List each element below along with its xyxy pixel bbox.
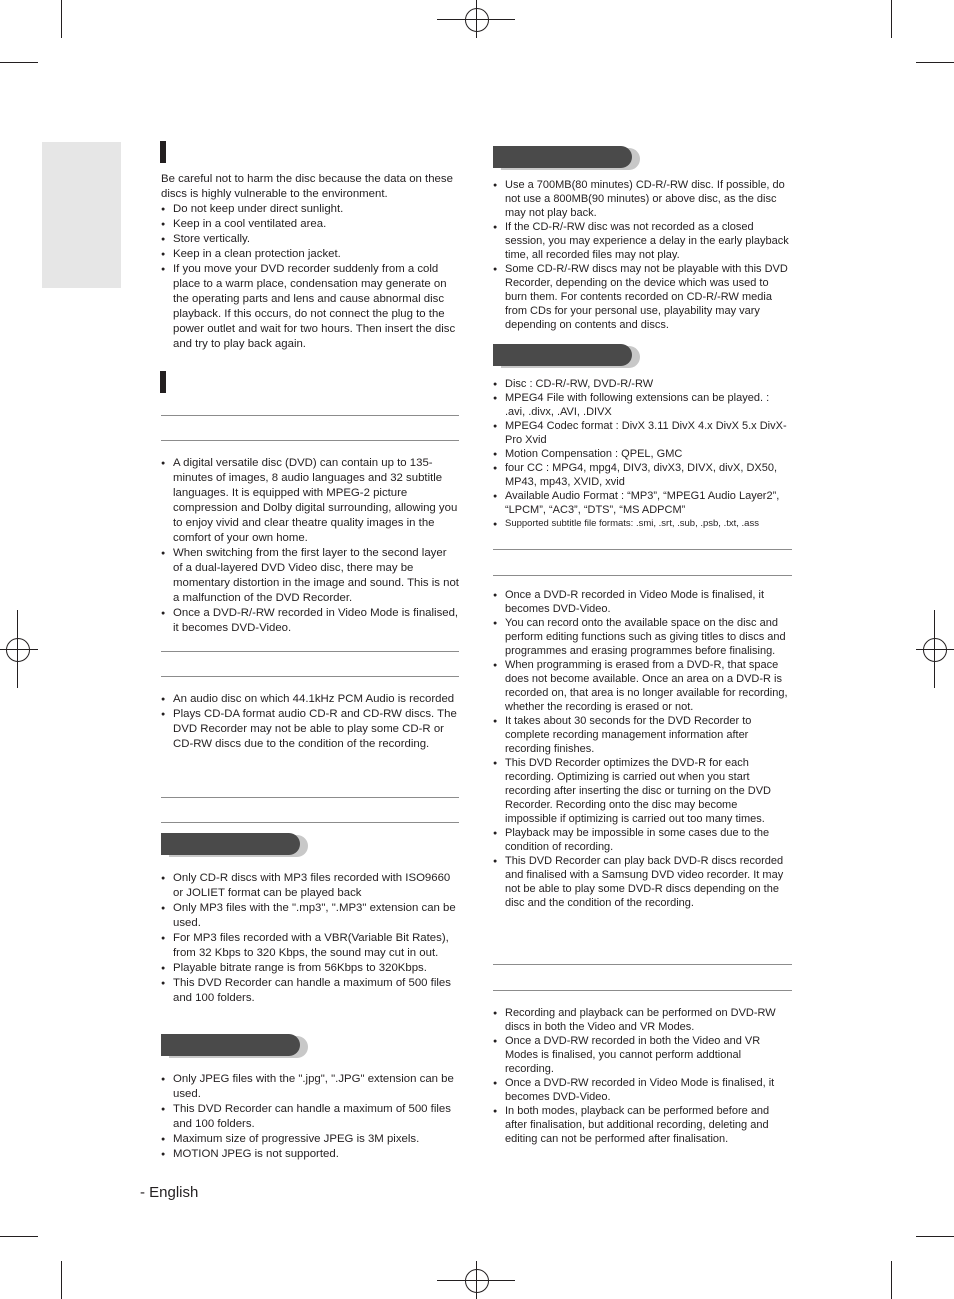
list-item: ● Playback may be impossible in some cases due to the condition of recording. <box>493 826 792 854</box>
list-item: ● Only MP3 files with the ".mp3", ".MP3" extension can be used. <box>161 901 459 931</box>
divider <box>161 415 459 416</box>
list-item: ● This DVD Recorder can play back DVD-R discs recorded and finalised with a Samsung DVD video recorder. It may not be able to play some DVD-R discs depending on the disc and the condition of the recording. <box>493 854 792 910</box>
crop-mark <box>61 0 62 38</box>
list-item: ● It takes about 30 seconds for the DVD Recorder to complete recording management information after recording finishes. <box>493 714 792 756</box>
list-item: ● Plays CD-DA format audio CD-R and CD-RW discs. The DVD Recorder may not be able to play some CD-R or CD-RW discs due to the condition of the recording. <box>161 707 459 752</box>
dvd-rw-list <box>493 1006 792 1146</box>
list-item: ● Only JPEG files with the ".jpg", ".JPG" extension can be used. <box>161 1072 459 1102</box>
list-item: ● Recording and playback can be performed on DVD-RW discs in both the Video and VR Modes. <box>493 1006 792 1034</box>
list-item: ● MPEG4 File with following extensions can be played. : .avi, .divx, .AVI, .DIVX <box>493 391 792 419</box>
crop-mark <box>891 0 892 38</box>
chapter-side-tab <box>42 142 121 288</box>
storage-intro: Be careful not to harm the disc because the data on these discs is highly vulnerable to the environment. <box>161 173 453 200</box>
registration-circle <box>923 638 947 662</box>
registration-circle <box>465 1269 489 1293</box>
crop-mark <box>0 1236 38 1237</box>
list-item: ● Motion Compensation : QPEL, GMC <box>493 447 792 461</box>
list-item: ● Once a DVD-R/-RW recorded in Video Mode is finalised, it becomes DVD-Video. <box>161 606 459 636</box>
list-item: ● four CC : MPG4, mpg4, DIV3, divX3, DIVX, divX, DX50, MP43, mp43, XVID, xvid <box>493 461 792 489</box>
section-marker-disc-storage <box>160 141 166 163</box>
divider <box>161 676 459 677</box>
list-item: ● Keep in a cool ventilated area. <box>161 217 459 232</box>
divider <box>493 575 792 576</box>
section-marker-disc-specs <box>160 371 166 393</box>
list-item: ● If the CD-R/-RW disc was not recorded as a closed session, you may experience a delay in the early playback time, all recorded files may not play. <box>493 220 792 262</box>
list-item: ● When switching from the first layer to the second layer of a dual-layered DVD Video disc, there may be momentary distortion in the image and sound. This is not a malfunction of the DVD Recorder. <box>161 546 459 606</box>
audio-cd-list <box>161 692 459 752</box>
list-item: ● An audio disc on which 44.1kHz PCM Audio is recorded <box>161 692 459 707</box>
crop-mark <box>61 1261 62 1299</box>
subsection-tab-mp3 <box>161 833 308 855</box>
divider <box>493 549 792 550</box>
list-item: ● Supported subtitle file formats: .smi, .srt, .sub, .psb, .txt, .ass <box>493 517 792 531</box>
list-item: ● Store vertically. <box>161 232 459 247</box>
crop-mark <box>891 1261 892 1299</box>
dvd-video-list <box>161 456 459 636</box>
list-item: ● In both modes, playback can be performed before and after finalisation, but additional recording, deleting and editing can not be performed after finalisation. <box>493 1104 792 1146</box>
divider <box>161 651 459 652</box>
subsection-tab-jpeg <box>161 1034 308 1056</box>
list-item: ● Do not keep under direct sunlight. <box>161 202 459 217</box>
divider <box>161 822 459 823</box>
dvd-r-list <box>493 588 792 910</box>
subsection-tab-mpeg4 <box>493 344 640 366</box>
list-item: ● When programming is erased from a DVD-R, that space does not become available. Once an area on a DVD-R is recorded on, that area is no longer available for recording, whether the recording is erased or not. <box>493 658 792 714</box>
list-item: ● MOTION JPEG is not supported. <box>161 1147 459 1162</box>
crop-mark <box>916 1236 954 1237</box>
list-item: ● This DVD Recorder can handle a maximum of 500 files and 100 folders. <box>161 1102 459 1132</box>
divider <box>493 964 792 965</box>
divider <box>161 797 459 798</box>
list-item: ● For MP3 files recorded with a VBR(Variable Bit Rates), from 32 Kbps to 320 Kbps, the sound may cut in out. <box>161 931 459 961</box>
list-item: ● This DVD Recorder optimizes the DVD-R for each recording. Optimizing is carried out when you start recording after inserting the disc or turning on the DVD Recorder. Recording onto the disc may become impossible if optimizing is carried out too many times. <box>493 756 792 826</box>
crop-mark <box>916 62 954 63</box>
list-item: ● Some CD-R/-RW discs may not be playable with this DVD Recorder, depending on the device which was used to burn them. For contents recorded on CD-R/-RW media from CDs for your personal use, playability may vary depending on contents and discs. <box>493 262 792 332</box>
registration-circle <box>6 638 30 662</box>
list-item: ● Use a 700MB(80 minutes) CD-R/-RW disc. If possible, do not use a 800MB(90 minutes) or above disc, as the disc may not play back. <box>493 178 792 220</box>
list-item: ● Only CD-R discs with MP3 files recorded with ISO9660 or JOLIET format can be played back <box>161 871 459 901</box>
list-item: ● Once a DVD-RW recorded in Video Mode is finalised, it becomes DVD-Video. <box>493 1076 792 1104</box>
list-item: ● Once a DVD-RW recorded in both the Video and VR Modes is finalised, you cannot perform addtional recording. <box>493 1034 792 1076</box>
storage-list <box>161 202 459 352</box>
list-item: ● Maximum size of progressive JPEG is 3M pixels. <box>161 1132 459 1147</box>
mp3-list <box>161 871 459 1006</box>
list-item: ● You can record onto the available space on the disc and perform editing functions such as giving titles to discs and programmes and erasing programmes before finalising. <box>493 616 792 658</box>
crop-mark <box>0 62 38 63</box>
jpeg-list <box>161 1072 459 1162</box>
list-item: ● Keep in a clean protection jacket. <box>161 247 459 262</box>
list-item: ● MPEG4 Codec format : DivX 3.11 DivX 4.x DivX 5.x DivX-Pro Xvid <box>493 419 792 447</box>
divider <box>161 440 459 441</box>
registration-circle <box>465 8 489 32</box>
list-item: ● Disc : CD-R/-RW, DVD-R/-RW <box>493 377 792 391</box>
list-item: ● This DVD Recorder can handle a maximum of 500 files and 100 folders. <box>161 976 459 1006</box>
subsection-tab-cd-r <box>493 146 640 168</box>
list-item: ● Once a DVD-R recorded in Video Mode is finalised, it becomes DVD-Video. <box>493 588 792 616</box>
page-footer-language: - English <box>140 1184 199 1201</box>
divider <box>493 990 792 991</box>
list-item: ● If you move your DVD recorder suddenly from a cold place to a warm place, condensation may generate on the operating parts and lens and cause abnormal disc playback. If this occurs, do not connect the plug to the power outlet and wait for two hours. Then insert the disc and try to play back again. <box>161 262 459 352</box>
list-item: ● Available Audio Format : “MP3”, “MPEG1 Audio Layer2”, “LPCM”, “AC3”, “DTS”, “MS ADPCM” <box>493 489 792 517</box>
cd-r-list <box>493 178 792 332</box>
list-item: ● Playable bitrate range is from 56Kbps to 320Kbps. <box>161 961 459 976</box>
list-item: ● A digital versatile disc (DVD) can contain up to 135-minutes of images, 8 audio languages and 32 subtitle languages. It is equipped with MPEG-2 picture compression and Dolby digital surrounding, allowing you to enjoy vivid and clear theatre quality images in the comfort of your own home. <box>161 456 459 546</box>
mpeg4-list <box>493 377 792 531</box>
